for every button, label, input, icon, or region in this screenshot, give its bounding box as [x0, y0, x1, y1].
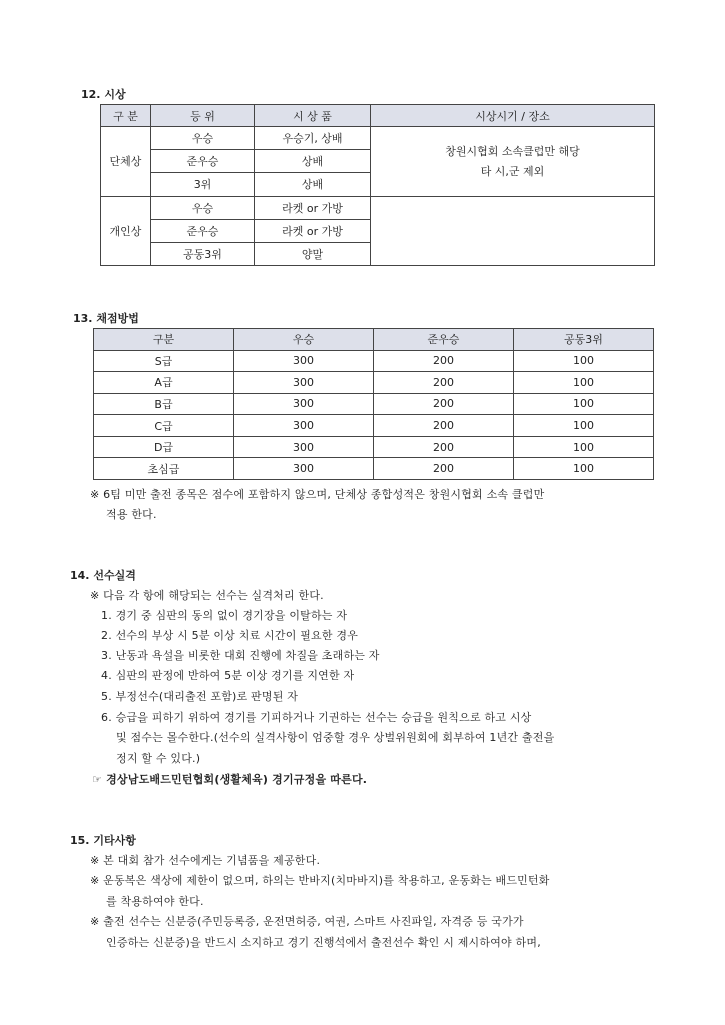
grade-cell: B급	[94, 393, 234, 415]
list-item: 5. 부정선수(대리출전 포함)로 판명된 자	[101, 690, 299, 703]
rank-cell: 공동3위	[151, 242, 255, 265]
table-row	[101, 127, 655, 150]
table-row	[94, 372, 654, 394]
table-row	[94, 415, 654, 437]
scoring-note-line2: 적용 한다.	[106, 508, 157, 521]
runner-up-score: 200	[374, 393, 514, 415]
disqualification-intro: ※ 다음 각 항에 해당되는 선수는 실격처리 한다.	[90, 589, 324, 602]
list-item-continuation: 정지 할 수 있다.)	[116, 752, 201, 765]
prize-cell: 상배	[255, 150, 371, 173]
list-item: 4. 심판의 판정에 반하여 5분 이상 경기를 지연한 자	[101, 669, 355, 682]
team-award-note	[371, 127, 655, 196]
rank-cell: 우승	[151, 127, 255, 150]
win-score: 300	[234, 458, 374, 480]
prize-cell: 상배	[255, 173, 371, 196]
grade-cell: S급	[94, 350, 234, 372]
win-score: 300	[234, 393, 374, 415]
misc-note: ※ 출전 선수는 신분증(주민등록증, 운전면허증, 여권, 스마트 사진파일, 자격증 등 국가가	[90, 915, 524, 928]
section-14-heading: 14. 선수실격	[70, 569, 136, 582]
third-score: 100	[514, 393, 654, 415]
list-item-continuation: 및 점수는 몰수한다.(선수의 실격사항이 엄중할 경우 상벌위원회에 회부하여 1년간 출전을	[116, 731, 555, 744]
table-row	[94, 436, 654, 458]
awards-table	[100, 104, 655, 266]
grade-cell: C급	[94, 415, 234, 437]
rank-cell: 준우승	[151, 219, 255, 242]
section-12-heading: 12. 시상	[81, 88, 126, 101]
table-row	[94, 350, 654, 372]
header-category: 구 분	[101, 105, 151, 127]
prize-cell: 양말	[255, 242, 371, 265]
table-header-row	[101, 105, 655, 127]
header-grade: 구분	[94, 329, 234, 351]
misc-note-continuation: 를 착용하여야 한다.	[106, 895, 204, 908]
grade-cell: 초심급	[94, 458, 234, 480]
header-rank: 등 위	[151, 105, 255, 127]
header-third: 공동3위	[514, 329, 654, 351]
third-score: 100	[514, 372, 654, 394]
section-13-heading: 13. 채점방법	[73, 312, 139, 325]
win-score: 300	[234, 350, 374, 372]
rank-cell: 준우승	[151, 150, 255, 173]
scoring-table	[93, 328, 654, 480]
grade-cell: A급	[94, 372, 234, 394]
rank-cell: 우승	[151, 196, 255, 219]
runner-up-score: 200	[374, 436, 514, 458]
grade-cell: D급	[94, 436, 234, 458]
third-score: 100	[514, 458, 654, 480]
runner-up-score: 200	[374, 415, 514, 437]
win-score: 300	[234, 436, 374, 458]
individual-award-note	[371, 196, 655, 265]
list-item: 1. 경기 중 심판의 동의 없이 경기장을 이탈하는 자	[101, 609, 348, 622]
table-row	[94, 393, 654, 415]
regulation-reference: ☞ 경상남도배드민턴협회(생활체육) 경기규정을 따른다.	[92, 773, 368, 786]
header-runner-up: 준우승	[374, 329, 514, 351]
header-prize: 시 상 품	[255, 105, 371, 127]
team-note-line2: 타 시,군 제외	[480, 165, 545, 179]
third-score: 100	[514, 415, 654, 437]
rank-cell: 3위	[151, 173, 255, 196]
misc-note-continuation: 인증하는 신분증)을 반드시 소지하고 경기 진행석에서 출전선수 확인 시 제시하여야 하며,	[106, 936, 541, 949]
runner-up-score: 200	[374, 350, 514, 372]
prize-cell: 라켓 or 가방	[255, 196, 371, 219]
table-row	[94, 458, 654, 480]
misc-note: ※ 본 대회 참가 선수에게는 기념품을 제공한다.	[90, 854, 321, 867]
team-award-label: 단체상	[101, 127, 151, 196]
section-15-heading: 15. 기타사항	[70, 834, 136, 847]
prize-cell: 라켓 or 가방	[255, 219, 371, 242]
header-win: 우승	[234, 329, 374, 351]
header-timing: 시상시기 / 장소	[371, 105, 655, 127]
third-score: 100	[514, 350, 654, 372]
runner-up-score: 200	[374, 458, 514, 480]
misc-note: ※ 운동복은 색상에 제한이 없으며, 하의는 반바지(치마바지)를 착용하고, 운동화는 배드민턴화	[90, 874, 550, 887]
table-header-row	[94, 329, 654, 351]
table-row	[101, 196, 655, 219]
runner-up-score: 200	[374, 372, 514, 394]
win-score: 300	[234, 415, 374, 437]
win-score: 300	[234, 372, 374, 394]
prize-cell: 우승기, 상배	[255, 127, 371, 150]
individual-award-label: 개인상	[101, 196, 151, 265]
team-note-line1: 창원시협회 소속클럽만 해당	[445, 145, 580, 159]
scoring-note-line1: ※ 6팀 미만 출전 종목은 점수에 포함하지 않으며, 단체상 종합성적은 창원시협회 소속 클럽만	[90, 488, 545, 501]
list-item: 3. 난동과 욕설을 비롯한 대회 진행에 차질을 초래하는 자	[101, 649, 380, 662]
list-item: 2. 선수의 부상 시 5분 이상 치료 시간이 필요한 경우	[101, 629, 359, 642]
list-item: 6. 승급을 피하기 위하여 경기를 기피하거나 기권하는 선수는 승급을 원칙으로 하고 시상	[101, 711, 532, 724]
third-score: 100	[514, 436, 654, 458]
